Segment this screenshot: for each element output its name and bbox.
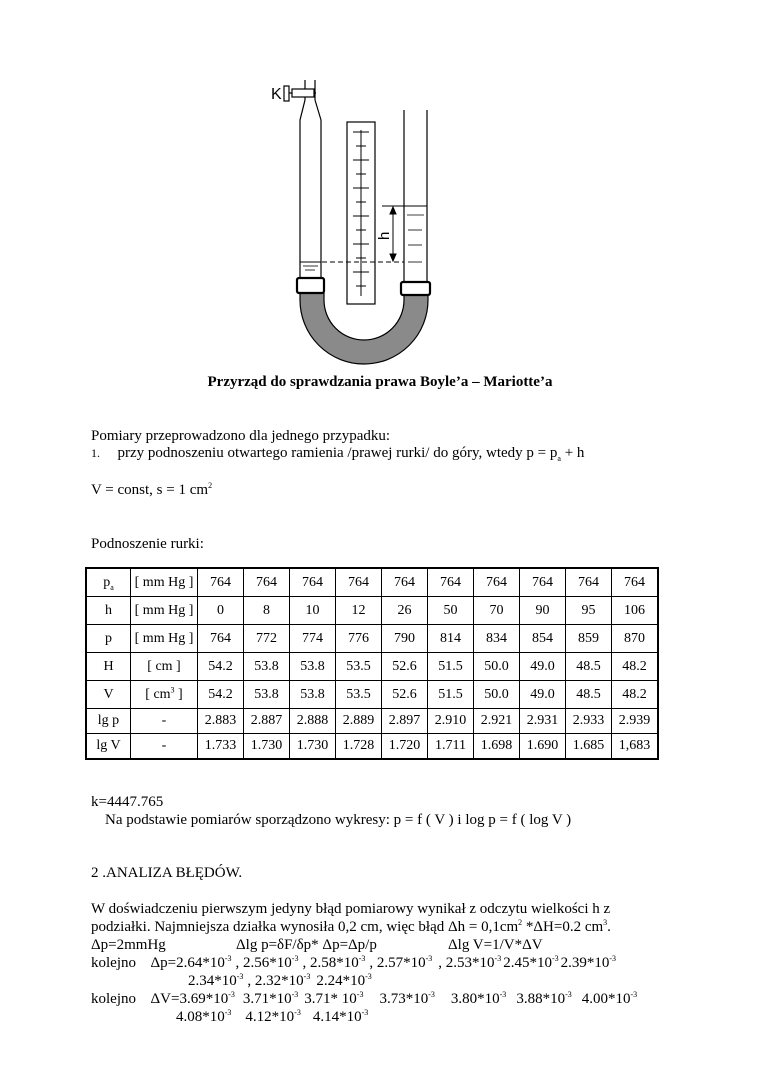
table-cell: 70 [474, 597, 520, 625]
table-subheading: Podnoszenie rurki: [91, 536, 204, 552]
figure-caption: Przyrząd do sprawdzania prawa Boyle’a – Mariotte’a [207, 374, 553, 390]
error-value: $3.71*10^{-3}$ [242, 990, 299, 1007]
table-cell: 2.883 [198, 709, 244, 734]
table-cell: 764 [612, 568, 659, 597]
table-cell: 859 [566, 625, 612, 653]
formula-dp: Δp=2mmHg [91, 937, 166, 953]
table-cell: 764 [428, 568, 474, 597]
table-cell: 10 [290, 597, 336, 625]
error-value: , $2.32*10^{-3}$ [247, 972, 311, 989]
measurement-table [85, 567, 659, 760]
row-unit: [ mm Hg ] [131, 568, 198, 597]
table-cell: 1.690 [520, 734, 566, 760]
kolejno-label: kolejno [91, 955, 136, 971]
table-cell: 1.698 [474, 734, 520, 760]
table-cell: 2.887 [244, 709, 290, 734]
table-cell: 2.933 [566, 709, 612, 734]
table-cell: 51.5 [428, 653, 474, 681]
list-item-1 [91, 445, 584, 462]
table-cell: 2.888 [290, 709, 336, 734]
table-cell: 53.8 [290, 653, 336, 681]
table-cell: 772 [244, 625, 290, 653]
table-cell: 854 [520, 625, 566, 653]
table-cell: 90 [520, 597, 566, 625]
table-cell: 764 [382, 568, 428, 597]
table-cell: 774 [290, 625, 336, 653]
table-cell: 53.5 [336, 681, 382, 709]
table-cell: 53.5 [336, 653, 382, 681]
errors-para2-sup: 2 [518, 918, 523, 927]
dp-values [176, 955, 620, 971]
dp-values-continued [188, 973, 376, 990]
error-value: $4.00*10^{-3}$ [581, 990, 638, 1007]
table-cell: 48.2 [612, 653, 659, 681]
error-value: $4.14*10^{-3}$ [312, 1008, 369, 1025]
table-cell: 1.685 [566, 734, 612, 760]
table-row [86, 653, 658, 681]
table-cell: 106 [612, 597, 659, 625]
error-value: $3.80*10^{-3}$ [450, 990, 507, 1007]
error-value: $2.34*10^{-3}$ [188, 972, 244, 989]
intro-line: Pomiary przeprowadzono dla jednego przypadku: [91, 428, 391, 444]
errors-para2-sup2: 3 [603, 918, 608, 927]
table-cell: 764 [198, 625, 244, 653]
table-cell: 53.8 [244, 681, 290, 709]
list-text-end: + h [560, 445, 585, 461]
table-row [86, 734, 658, 760]
dv-values-continued [176, 1009, 372, 1026]
table-cell: 764 [244, 568, 290, 597]
table-cell: 790 [382, 625, 428, 653]
table-cell: 764 [290, 568, 336, 597]
error-value: , $2.58*10^{-3}$ [302, 954, 366, 971]
table-row [86, 709, 658, 734]
formula-dlgp: Δlg p=δF/δp* Δp=Δp/p [236, 937, 377, 953]
row-symbol: h [86, 597, 131, 625]
plots-description: Na podstawie pomiarów sporządzono wykresy: p = f ( V ) i log p = f ( log V ) [105, 812, 572, 828]
table-cell: 764 [474, 568, 520, 597]
k-constant: k=4447.765 [91, 794, 164, 810]
table-cell: 1.733 [198, 734, 244, 760]
table-row [86, 568, 658, 597]
table-cell: 2.897 [382, 709, 428, 734]
table-cell: 12 [336, 597, 382, 625]
list-text-sub: a [557, 454, 561, 463]
error-value: , $2.56*10^{-3}$ [235, 954, 299, 971]
table-cell: 764 [520, 568, 566, 597]
error-value: $2.45*10^{-3}$ [503, 954, 559, 971]
table-cell: 764 [336, 568, 382, 597]
table-cell: 2.939 [612, 709, 659, 734]
right-liquid-level [404, 206, 427, 262]
row-symbol: lg p [86, 709, 131, 734]
table-cell: 52.6 [382, 681, 428, 709]
row-symbol: lg V [86, 734, 131, 760]
table-cell: 49.0 [520, 681, 566, 709]
table-cell: 48.5 [566, 681, 612, 709]
table-cell: 48.2 [612, 681, 659, 709]
table-row [86, 625, 658, 653]
table-cell: 1.728 [336, 734, 382, 760]
dv-values [179, 991, 641, 1007]
section-heading: 2 .ANALIZA BŁĘDÓW. [91, 865, 243, 881]
table-cell: 50 [428, 597, 474, 625]
error-value: 3.71* $10^{-3}$ [304, 990, 364, 1007]
table-cell: 776 [336, 625, 382, 653]
table-cell: 50.0 [474, 653, 520, 681]
table-cell: 53.8 [244, 653, 290, 681]
table-cell: 50.0 [474, 681, 520, 709]
table-cell: 814 [428, 625, 474, 653]
row-unit: [ mm Hg ] [131, 597, 198, 625]
table-cell: 95 [566, 597, 612, 625]
table-row [86, 681, 658, 709]
row-unit: - [131, 734, 198, 760]
error-value: $3.73*10^{-3}$ [379, 990, 435, 1007]
table-cell: 1,683 [612, 734, 659, 760]
table-cell: 51.5 [428, 681, 474, 709]
row-symbol: $p_a$ [86, 568, 131, 597]
row-unit: [ $cm^3$ ] [131, 681, 198, 709]
table-cell: 8 [244, 597, 290, 625]
table-cell: 49.0 [520, 653, 566, 681]
left-connector [297, 278, 324, 293]
row-symbol: p [86, 625, 131, 653]
list-number: 1. [91, 446, 100, 460]
constants-line [91, 482, 212, 499]
error-value: $4.12*10^{-3}$ [245, 1008, 301, 1025]
table-cell: 764 [198, 568, 244, 597]
valve-k-icon [284, 86, 316, 101]
table-row [86, 597, 658, 625]
row-symbol: V [86, 681, 131, 709]
table-cell: 870 [612, 625, 659, 653]
u-tube-apparatus-diagram [0, 0, 760, 370]
table-cell: 1.711 [428, 734, 474, 760]
measuring-scale [347, 122, 375, 304]
error-value: $2.64*10^{-3}$ [176, 954, 232, 971]
table-cell: 2.889 [336, 709, 382, 734]
dv-label: ΔV= [150, 991, 180, 1007]
left-tube [300, 80, 321, 278]
errors-para2-text-b: *ΔH=0.2 cm [522, 919, 604, 935]
left-liquid-surface [300, 262, 321, 270]
error-value: $3.69*10^{-3}$ [179, 990, 235, 1007]
table-cell: 48.5 [566, 653, 612, 681]
right-tube [404, 110, 427, 282]
errors-paragraph-line2 [91, 919, 611, 936]
right-connector [401, 282, 430, 295]
table-cell: 52.6 [382, 653, 428, 681]
list-text: przy podnoszeniu otwartego ramienia /prawej rurki/ do góry, wtedy p = p [117, 445, 558, 461]
row-symbol: H [86, 653, 131, 681]
constants-text: V = const, s = 1 cm [91, 482, 209, 498]
table-cell: 54.2 [198, 653, 244, 681]
table-cell: 2.921 [474, 709, 520, 734]
row-unit: [ mm Hg ] [131, 625, 198, 653]
error-value: , $2.53*10^{-3}$ [438, 954, 502, 971]
height-label: h [376, 231, 393, 240]
row-unit: [ cm ] [131, 653, 198, 681]
errors-paragraph-line1: W doświadczeniu pierwszym jedyny błąd pomiarowy wynikał z odczytu wielkości h z [91, 901, 611, 917]
table-cell: 54.2 [198, 681, 244, 709]
table-cell: 26 [382, 597, 428, 625]
error-value: $4.08*10^{-3}$ [176, 1008, 232, 1025]
table-cell: 2.910 [428, 709, 474, 734]
dv-values-row [91, 991, 641, 1008]
constants-sup: 2 [208, 481, 213, 490]
table-cell: 53.8 [290, 681, 336, 709]
row-unit: - [131, 709, 198, 734]
dp-label: Δp= [150, 955, 177, 971]
table-cell: 834 [474, 625, 520, 653]
error-value: , $2.57*10^{-3}$ [369, 954, 433, 971]
table-cell: 1.730 [290, 734, 336, 760]
table-cell: 1.730 [244, 734, 290, 760]
kolejno-label: kolejno [91, 991, 136, 1007]
table-cell: 0 [198, 597, 244, 625]
error-value: $2.24*10^{-3}$ [316, 972, 372, 989]
table-cell: 2.931 [520, 709, 566, 734]
formula-dlgv: Δlg V=1/V*ΔV [448, 937, 543, 953]
valve-label: K [271, 86, 282, 103]
table-cell: 1.720 [382, 734, 428, 760]
error-value: $2.39*10^{-3}$ [560, 954, 617, 971]
error-value: $3.88*10^{-3}$ [516, 990, 572, 1007]
errors-para2-text: podziałki. Najmniejsza działka wynosiła 0,2 cm, więc błąd Δh = 0,1cm [91, 919, 519, 935]
table-cell: 764 [566, 568, 612, 597]
errors-para2-end: . [607, 919, 611, 935]
dp-values-row [91, 955, 620, 972]
